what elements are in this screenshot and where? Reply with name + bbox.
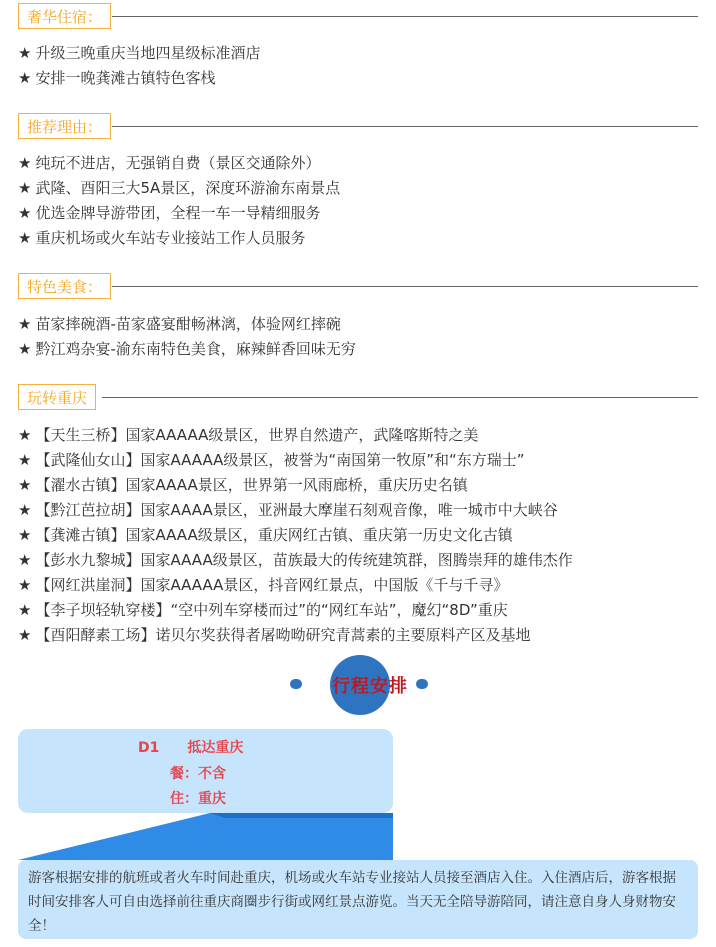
list-item: ★ 【濯水古镇】国家AAAA景区，世界第一风雨廊桥，重庆历史名镇 [18, 476, 468, 494]
itinerary-title: 行程安排 [332, 676, 408, 697]
list-item: ★ 优选金牌导游带团，全程一车一导精细服务 [18, 204, 321, 222]
list-item: ★ 【黔江芭拉胡】国家AAAA景区，亚洲最大摩崖石刻观音像，唯一城市中大峡谷 [18, 501, 558, 519]
day-number: D1 [138, 740, 160, 756]
list-item: ★ 苗家摔碗酒-苗家盛宴酣畅淋漓，体验网红摔碗 [18, 315, 341, 333]
day-name: 抵达重庆 [187, 740, 244, 756]
list-item: ★ 【网红洪崖洞】国家AAAAA景区，抖音网红景点，中国版《千与千寻》 [18, 576, 509, 594]
star-icon: ★ [18, 476, 32, 494]
day-title [138, 737, 243, 757]
section-food [0, 273, 716, 358]
day-description: 游客根据安排的航班或者火车时间赴重庆，机场或火车站专业接站人员接至酒店入住。入住酒店后，游客根据时间安排客人可自由选择前往重庆商圈步行街或网红景点游览。当天无全陪导游陪同，请注意自身人身财物安全！ [18, 860, 698, 939]
list-item: ★ 武隆、酉阳三大5A景区，深度环游渝东南景点 [18, 179, 341, 197]
section-title: 推荐理由： [18, 113, 111, 139]
list-item: ★ 纯玩不进店，无强销自费（景区交通除外） [18, 154, 321, 172]
list-item: ★ 升级三晚重庆当地四星级标准酒店 [18, 44, 261, 62]
list-item: ★ 重庆机场或火车站专业接站工作人员服务 [18, 229, 306, 247]
star-icon: ★ [18, 69, 32, 87]
star-icon: ★ [18, 551, 32, 569]
day-stay: 住：重庆 [170, 791, 226, 807]
section-attractions [0, 384, 716, 644]
list-item: ★ 【武隆仙女山】国家AAAAA级景区，被誉为“南国第一牧原”和“东方瑞士” [18, 451, 525, 469]
ribbon-decoration [0, 800, 716, 862]
star-icon: ★ [18, 44, 32, 62]
star-icon: ★ [18, 229, 32, 247]
star-icon: ★ [18, 204, 32, 222]
section-luxury-stay [0, 3, 716, 87]
list-item: ★ 【天生三桥】国家AAAAA级景区，世界自然遗产，武隆喀斯特之美 [18, 426, 479, 444]
list-item: ★ 安排一晚龚滩古镇特色客栈 [18, 69, 216, 87]
day-meal: 餐：不含 [170, 766, 226, 782]
section-reasons [0, 113, 716, 247]
star-icon: ★ [18, 315, 32, 333]
star-icon: ★ [18, 179, 32, 197]
star-icon: ★ [18, 526, 32, 544]
star-icon: ★ [18, 601, 32, 619]
star-icon: ★ [18, 340, 32, 358]
section-title: 特色美食： [18, 273, 111, 299]
left-dot-icon [290, 679, 302, 689]
star-icon: ★ [18, 451, 32, 469]
itinerary-heading [0, 655, 716, 715]
star-icon: ★ [18, 626, 32, 644]
list-item: ★ 黔江鸡杂宴-渝东南特色美食，麻辣鲜香回味无穷 [18, 340, 356, 358]
list-item: ★ 【彭水九黎城】国家AAAA级景区，苗族最大的传统建筑群，图腾崇拜的雄伟杰作 [18, 551, 573, 569]
section-title: 奢华住宿： [18, 3, 111, 29]
list-item: ★ 【酉阳酵素工场】诺贝尔奖获得者屠呦呦研究青蒿素的主要原料产区及基地 [18, 626, 531, 644]
star-icon: ★ [18, 501, 32, 519]
star-icon: ★ [18, 576, 32, 594]
list-item: ★ 【龚滩古镇】国家AAAA级景区，重庆网红古镇、重庆第一历史文化古镇 [18, 526, 513, 544]
section-title: 玩转重庆 [18, 384, 96, 410]
star-icon: ★ [18, 426, 32, 444]
star-icon: ★ [18, 154, 32, 172]
list-item: ★ 【李子坝轻轨穿楼】“空中列车穿楼而过”的“网红车站”，魔幻“8D”重庆 [18, 601, 508, 619]
